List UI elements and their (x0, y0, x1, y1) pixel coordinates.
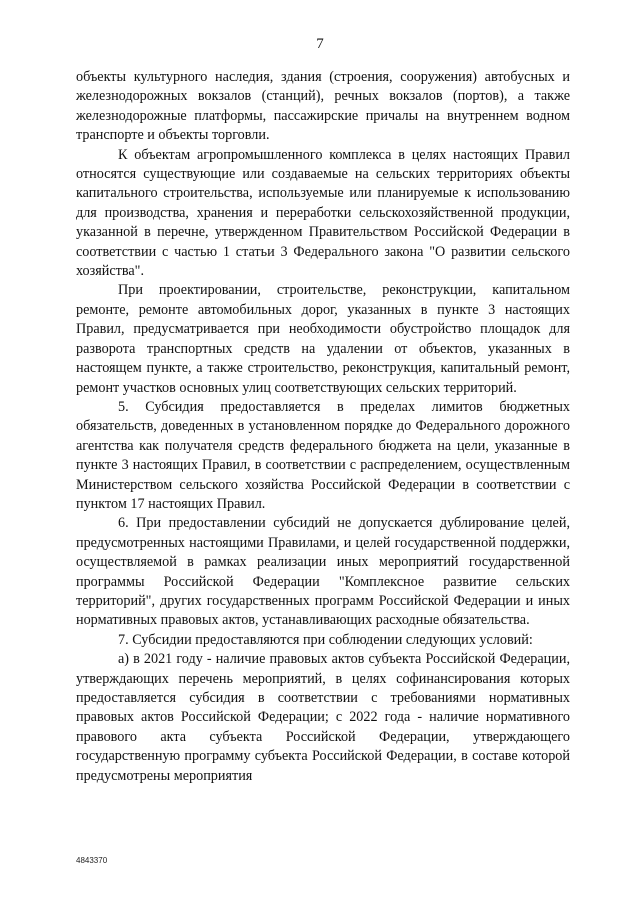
paragraph-item-7a: а) в 2021 году - наличие правовых актов субъекта Российской Федерации, утверждающих перечень мероприятий, в целях софинансирования которых предоставляется субсидия в соответствии с требованиями нормативных правовых актов Российской Федерации; с 2022 года - наличие нормативного правового акта субъекта Российской Федерации, утверждающего государственную программу субъекта Российской Федерации, в составе которой предусмотрены мероприятия (76, 651, 570, 784)
document-body (76, 68, 570, 786)
document-code: 4843370 (76, 856, 108, 865)
paragraph-continuation: объекты культурного наследия, здания (строения, сооружения) автобусных и железнодорожных вокзалов (станций), речных вокзалов (портов), а также железнодорожные платформы, пассажирские причалы на внутреннем водном транспорте и объекты торговли. (76, 69, 570, 144)
page-number: 7 (316, 36, 324, 52)
paragraph-road-design: При проектировании, строительстве, реконструкции, капитальном ремонте, ремонте автомобильных дорог, указанных в пункте 3 настоящих Правил, предусматривается при необходимости обустройство площадок для разворота транспортных средств на удалении от объектов, указанных в настоящем пункте, а также строительство, реконструкция, капитальный ремонт, ремонт участков основных улиц соответствующих сельских территорий. (76, 282, 570, 396)
paragraph-item-6: 6. При предоставлении субсидий не допускается дублирование целей, предусмотренных настоящими Правилами, и целей государственной поддержки, осуществляемой в рамках реализации иных мероприятий государственной программы Российской Федерации "Комплексное развитие сельских территорий", других государственных программ Российской Федерации и иных нормативных правовых актов, устанавливающих расходные обязательства. (76, 515, 570, 629)
paragraph-agro-objects: К объектам агропромышленного комплекса в целях настоящих Правил относятся существующие или создаваемые на сельских территориях объекты капитального строительства, используемые или планируемые к использованию для производства, хранения и переработки сельскохозяйственной продукции, указанной в перечне, утвержденном Правительством Российской Федерации в соответствии с частью 1 статьи 3 Федерального закона "О развитии сельского хозяйства". (76, 146, 570, 280)
paragraph-item-7: 7. Субсидии предоставляются при соблюдении следующих условий: (118, 631, 533, 648)
paragraph-item-5: 5. Субсидия предоставляется в пределах лимитов бюджетных обязательств, доведенных в установленном порядке до Федерального дорожного агентства как получателя средств федерального бюджета на цели, указанные в пункте 3 настоящих Правил, в соответствии с распределением, осуществленным Министерством сельского хозяйства Российской Федерации в соответствии с пунктом 17 настоящих Правил. (76, 398, 570, 512)
